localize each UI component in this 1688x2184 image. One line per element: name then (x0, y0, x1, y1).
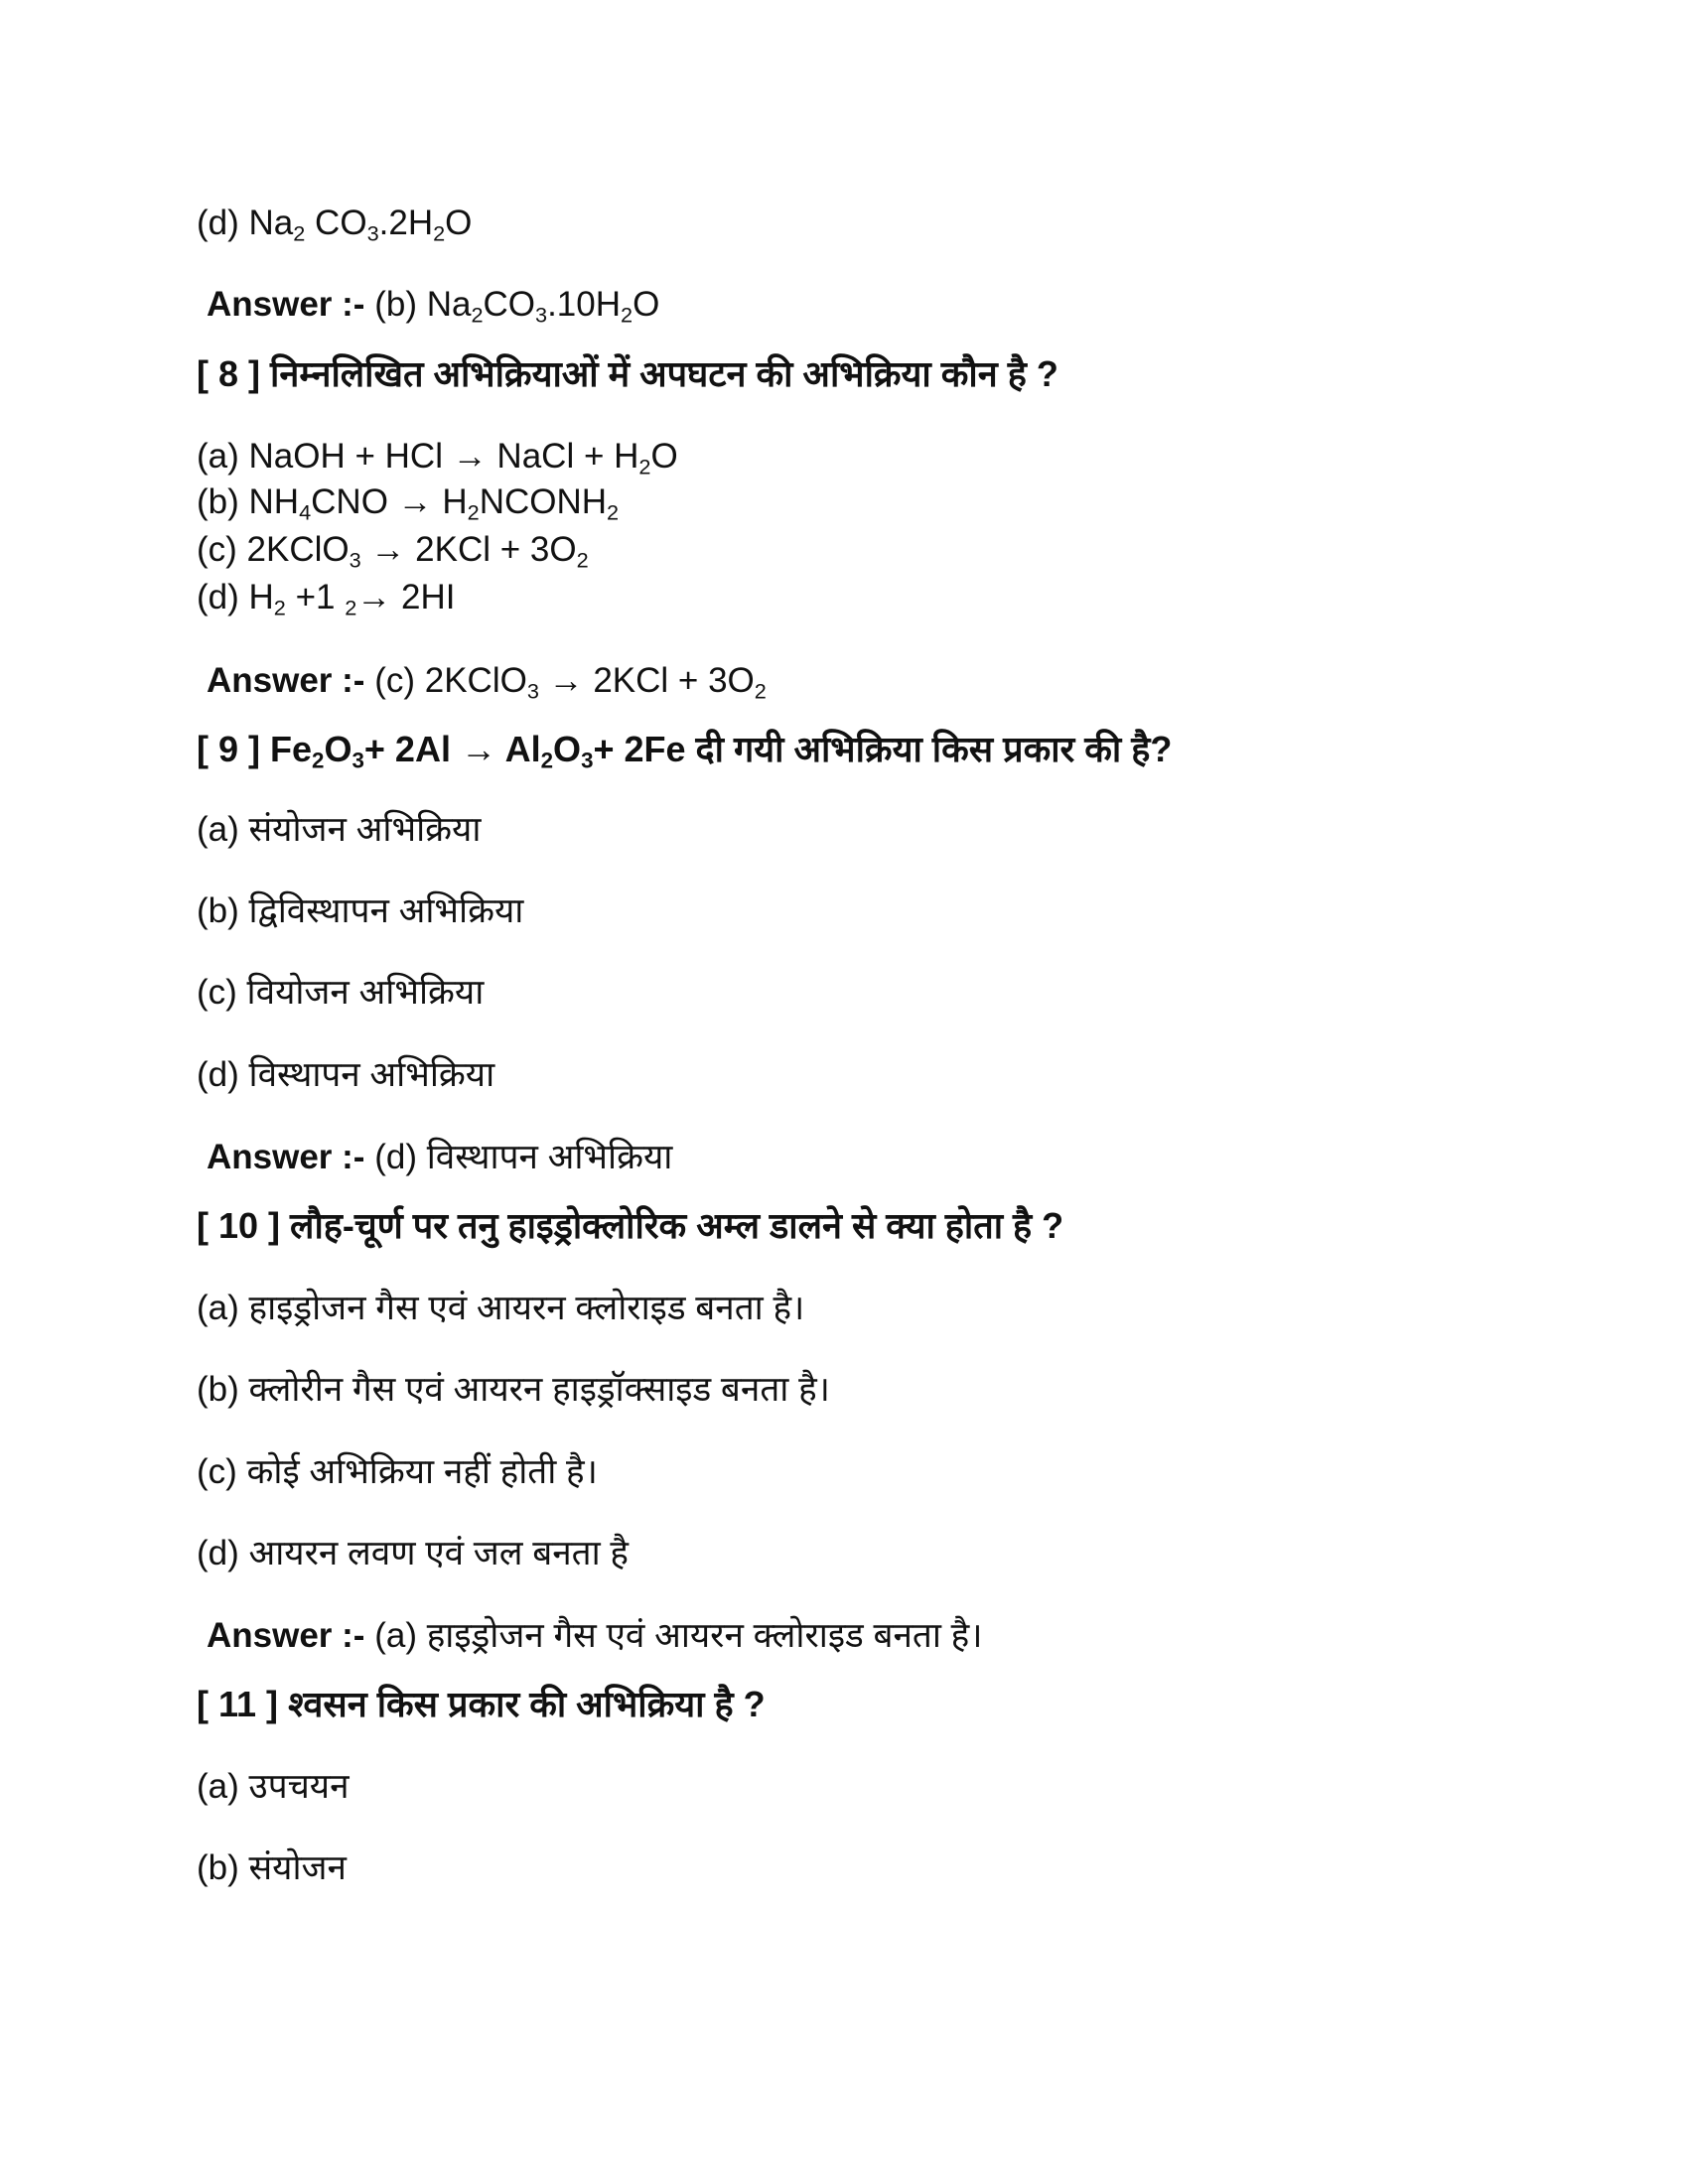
q10-option-b: (b) क्लोरीन गैस एवं आयरन हाइड्रॉक्साइड बनता है। (197, 1370, 830, 1409)
prev-option-d (197, 202, 472, 245)
q8-answer (207, 659, 767, 703)
question-text: लौह-चूर्ण पर तनु हाइड्रोक्लोरिक अम्ल डालने से क्या होता है ? (290, 1205, 1064, 1246)
formula: $Na_2$ $CO_3.2H_2O$ (248, 204, 473, 246)
q9-option-b: (b) द्विविस्थापन अभिक्रिया (197, 891, 524, 930)
answer-text: (b) $Na_2CO_3.10H_2O$ (374, 285, 660, 328)
answer-text: (a) हाइड्रोजन गैस एवं आयरन क्लोराइड बनता है। (374, 1616, 983, 1655)
question-text: $Fe_2O_3+ 2Al \to Al_2O_3+ 2Fe$ दी गयी अभिक्रिया किस प्रकार की है? (270, 729, 1173, 773)
q9-option-c: (c) वियोजन अभिक्रिया (197, 973, 485, 1012)
q10-option-c: (c) कोई अभिक्रिया नहीं होती है। (197, 1452, 598, 1491)
q8-option-c: (c) 2KClO$_3$ → $2KCl + 3O_2$ (197, 530, 589, 573)
answer-label: Answer :- (207, 285, 365, 324)
answer-label: Answer :- (207, 1138, 365, 1176)
q8-option-a: (a) NaOH + HCl → NaCl + $H_2O$ (197, 437, 678, 479)
question-8 (197, 352, 1058, 396)
q10-option-a: (a) हाइड्रोजन गैस एवं आयरन क्लोराइड बनता है। (197, 1289, 805, 1327)
question-11 (197, 1683, 766, 1726)
question-text: निम्नलिखित अभिक्रियाओं में अपघटन की अभिक्रिया कौन है ? (270, 353, 1058, 394)
question-10 (197, 1204, 1063, 1248)
q8-option-d: (d) $H_2 +1$ $_2$→ 2HI (197, 578, 456, 620)
answer-label: Answer :- (207, 661, 365, 700)
question-number: [ 10 ] (197, 1205, 281, 1246)
q10-answer (207, 1614, 983, 1658)
q11-option-b: (b) संयोजन (197, 1848, 347, 1887)
q8-option-b: (b) $NH_4CNO$ → $H_2NCONH_2$ (197, 482, 620, 525)
question-number: [ 11 ] (197, 1684, 279, 1724)
q9-option-d: (d) विस्थापन अभिक्रिया (197, 1055, 495, 1094)
question-number: [ 8 ] (197, 353, 261, 394)
q9-answer (207, 1136, 672, 1179)
question-9 (197, 728, 1172, 771)
prev-answer (207, 283, 659, 327)
question-number: [ 9 ] (197, 729, 261, 769)
q11-option-a: (a) उपचयन (197, 1767, 350, 1806)
option-label: (d) (197, 204, 239, 242)
question-text: श्वसन किस प्रकार की अभिक्रिया है ? (288, 1684, 766, 1724)
answer-text: (d) विस्थापन अभिक्रिया (374, 1138, 673, 1176)
q9-option-a: (a) संयोजन अभिक्रिया (197, 810, 482, 849)
answer-text: (c) 2KClO$_3$ → $2KCl + 3O_2$ (374, 661, 767, 704)
answer-label: Answer :- (207, 1616, 365, 1655)
q10-option-d: (d) आयरन लवण एवं जल बनता है (197, 1534, 629, 1572)
